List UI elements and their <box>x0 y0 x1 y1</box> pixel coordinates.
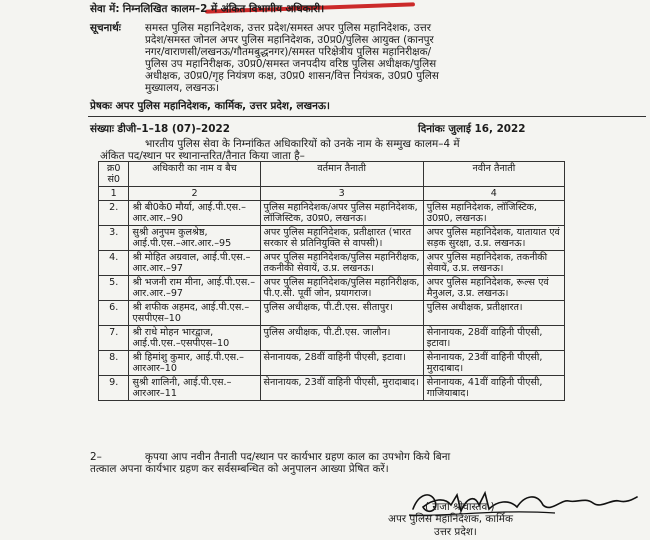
new-posting: सेनानायक, 41वीं वाहिनी पीएसी, गाजियाबाद। <box>423 376 564 401</box>
officer-name: सुश्री शालिनी, आई.पी.एस.–आरआर–11 <box>129 376 260 401</box>
officer-name: श्री बी0के0 मौर्या, आई.पी.एस.–आर.आर.–90 <box>129 201 260 226</box>
new-posting: सेनानायक, 23वीं वाहिनी पीएसी, मुरादाबाद। <box>423 351 564 376</box>
col-number: 4 <box>423 187 564 201</box>
soochnarth-label: सूचनार्थः <box>90 22 121 34</box>
new-posting: अपर पुलिस महानिदेशक, रूल्स एवं मैनुअल, उ.प्र. लखनऊ। <box>423 276 564 301</box>
current-posting: अपर पुलिस महानिदेशक/पुलिस महानिरीक्षक, पी.ए.सी. पूर्वी जोन, प्रयागराज। <box>260 276 423 301</box>
signatory-state: उत्तर प्रदेश। <box>434 526 477 538</box>
table-row <box>99 251 565 276</box>
seva-text: निम्नलिखित कालम–2 में अंकित विभागीय अधिकारी। <box>122 3 325 15</box>
soochnarth-line: अधीक्षक, उ0प्र0/गृह नियंत्रण कक्ष, उ0प्र0 शासन/वित्त नियंत्रक, उ0प्र0 पुलिस <box>145 70 439 82</box>
officer-name: श्री मोहित अग्रवाल, आई.पी.एस.–आर.आर.–97 <box>129 251 260 276</box>
current-posting: सेनानायक, 23वीं वाहिनी पीएसी, मुरादाबाद। <box>260 376 423 401</box>
table-header-row <box>99 162 565 187</box>
soochnarth-line: प्रदेश/समस्त जोनल अपर पुलिस महानिदेशक, उ0प्र0/पुलिस आयुक्त (कानपुर <box>145 34 434 46</box>
intro-line: भारतीय पुलिस सेवा के निम्नांकित अधिकारियों को उनके नाम के सम्मुख कालम–4 में <box>145 138 460 150</box>
dinank-value: जुलाई 16, 2022 <box>448 123 526 135</box>
header-name: अधिकारी का नाम व बैच <box>129 162 260 187</box>
new-posting: पुलिस अधीक्षक, प्रतीक्षारत। <box>423 301 564 326</box>
row-serial: 7. <box>99 326 129 351</box>
new-posting: सेनानायक, 28वीं वाहिनी पीएसी, इटावा। <box>423 326 564 351</box>
table-row <box>99 301 565 326</box>
soochnarth-line: नगर/वाराणसी/लखनऊ/गौतमबुद्धनगर)/समस्त परिक्षेत्रीय पुलिस महानिरीक्षक/ <box>145 46 432 58</box>
transfer-table <box>98 161 565 401</box>
row-serial: 3. <box>99 226 129 251</box>
preshak-line <box>90 100 330 112</box>
sankhya-label: संख्याः <box>90 123 114 135</box>
current-posting: अपर पुलिस महानिदेशक, प्रतीक्षारत (भारत सरकार से प्रतिनियुक्ति से वापसी)। <box>260 226 423 251</box>
new-posting: अपर पुलिस महानिदेशक, तकनीकी सेवायें, उ.प्र. लखनऊ। <box>423 251 564 276</box>
dinank-line <box>418 123 525 135</box>
intro-line: अंकित पद/स्थान पर स्थानान्तरित/तैनात किया जाता है– <box>100 150 305 162</box>
current-posting: सेनानायक, 28वीं वाहिनी पीएसी, इटावा। <box>260 351 423 376</box>
point-number: 2– <box>90 451 102 463</box>
header-serial: क्र0 सं0 <box>99 162 129 187</box>
table-row <box>99 226 565 251</box>
signatory-name: ( राजा श्रीवास्तव ) <box>425 501 495 513</box>
col-number: 1 <box>99 187 129 201</box>
current-posting: अपर पुलिस महानिदेशक/पुलिस महानिरीक्षक, तकनीकी सेवायें, उ.प्र. लखनऊ। <box>260 251 423 276</box>
dinank-label: दिनांकः <box>418 123 445 135</box>
column-number-row <box>99 187 565 201</box>
soochnarth-line: मुख्यालय, लखनऊ। <box>145 82 220 94</box>
seva-label: सेवा में: <box>90 3 120 15</box>
row-serial: 9. <box>99 376 129 401</box>
signatory-designation: अपर पुलिस महानिदेशक, कार्मिक <box>388 513 513 525</box>
header-new-posting: नवीन तैनाती <box>423 162 564 187</box>
col-number: 2 <box>129 187 260 201</box>
point-line: तत्काल अपना कार्यभार ग्रहण कर सर्वसम्बन्धित को अनुपालन आख्या प्रेषित करें। <box>90 463 389 475</box>
col-number: 3 <box>260 187 423 201</box>
preshak-label: प्रेषकः <box>90 100 112 112</box>
current-posting: पुलिस महानिदेशक/अपर पुलिस महानिदेशक, लॉजिस्टिक, उ0प्र0, लखनऊ। <box>260 201 423 226</box>
divider <box>88 116 646 117</box>
table-row <box>99 201 565 226</box>
sankhya-value: डीजी–1–18 (07)–2022 <box>117 123 230 135</box>
current-posting: पुलिस अधीक्षक, पी.टी.एस. सीतापुर। <box>260 301 423 326</box>
table-row <box>99 376 565 401</box>
row-serial: 5. <box>99 276 129 301</box>
officer-name: सुश्री अनुपम कुलश्रेष्ठ, आई.पी.एस.–आर.आर.–95 <box>129 226 260 251</box>
row-serial: 2. <box>99 201 129 226</box>
row-serial: 8. <box>99 351 129 376</box>
preshak-text: अपर पुलिस महानिदेशक, कार्मिक, उत्तर प्रदेश, लखनऊ। <box>115 100 330 112</box>
row-serial: 6. <box>99 301 129 326</box>
officer-name: श्री राधे मोहन भारद्वाज, आई.पी.एस.–एसपीएस–10 <box>129 326 260 351</box>
new-posting: अपर पुलिस महानिदेशक, यातायात एवं सड़क सुरक्षा, उ.प्र. लखनऊ। <box>423 226 564 251</box>
row-serial: 4. <box>99 251 129 276</box>
new-posting: पुलिस महानिदेशक, लॉजिस्टिक, उ0प्र0, लखनऊ। <box>423 201 564 226</box>
officer-name: श्री हिमांशु कुमार, आई.पी.एस.–आरआर–10 <box>129 351 260 376</box>
soochnarth-line: पुलिस उप महानिरीक्षक, उ0प्र0/समस्त जनपदीय वरिष्ठ पुलिस अधीक्षक/पुलिस <box>145 58 437 70</box>
current-posting: पुलिस अधीक्षक, पी.टी.एस. जालौन। <box>260 326 423 351</box>
point-line: कृपया आप नवीन तैनाती पद/स्थान पर कार्यभार ग्रहण काल का उपभोग किये बिना <box>145 451 451 463</box>
officer-name: श्री शफीक अहमद, आई.पी.एस.–एसपीएस–10 <box>129 301 260 326</box>
table-row <box>99 351 565 376</box>
seva-line <box>90 3 324 15</box>
table-row <box>99 326 565 351</box>
table-row <box>99 276 565 301</box>
header-current-posting: वर्तमान तैनाती <box>260 162 423 187</box>
sankhya-line <box>90 123 230 135</box>
officer-name: श्री भजनी राम मीना, आई.पी.एस.–आर.आर.–97 <box>129 276 260 301</box>
soochnarth-line: समस्त पुलिस महानिदेशक, उत्तर प्रदेश/समस्त अपर पुलिस महानिदेशक, उत्तर <box>145 22 431 34</box>
